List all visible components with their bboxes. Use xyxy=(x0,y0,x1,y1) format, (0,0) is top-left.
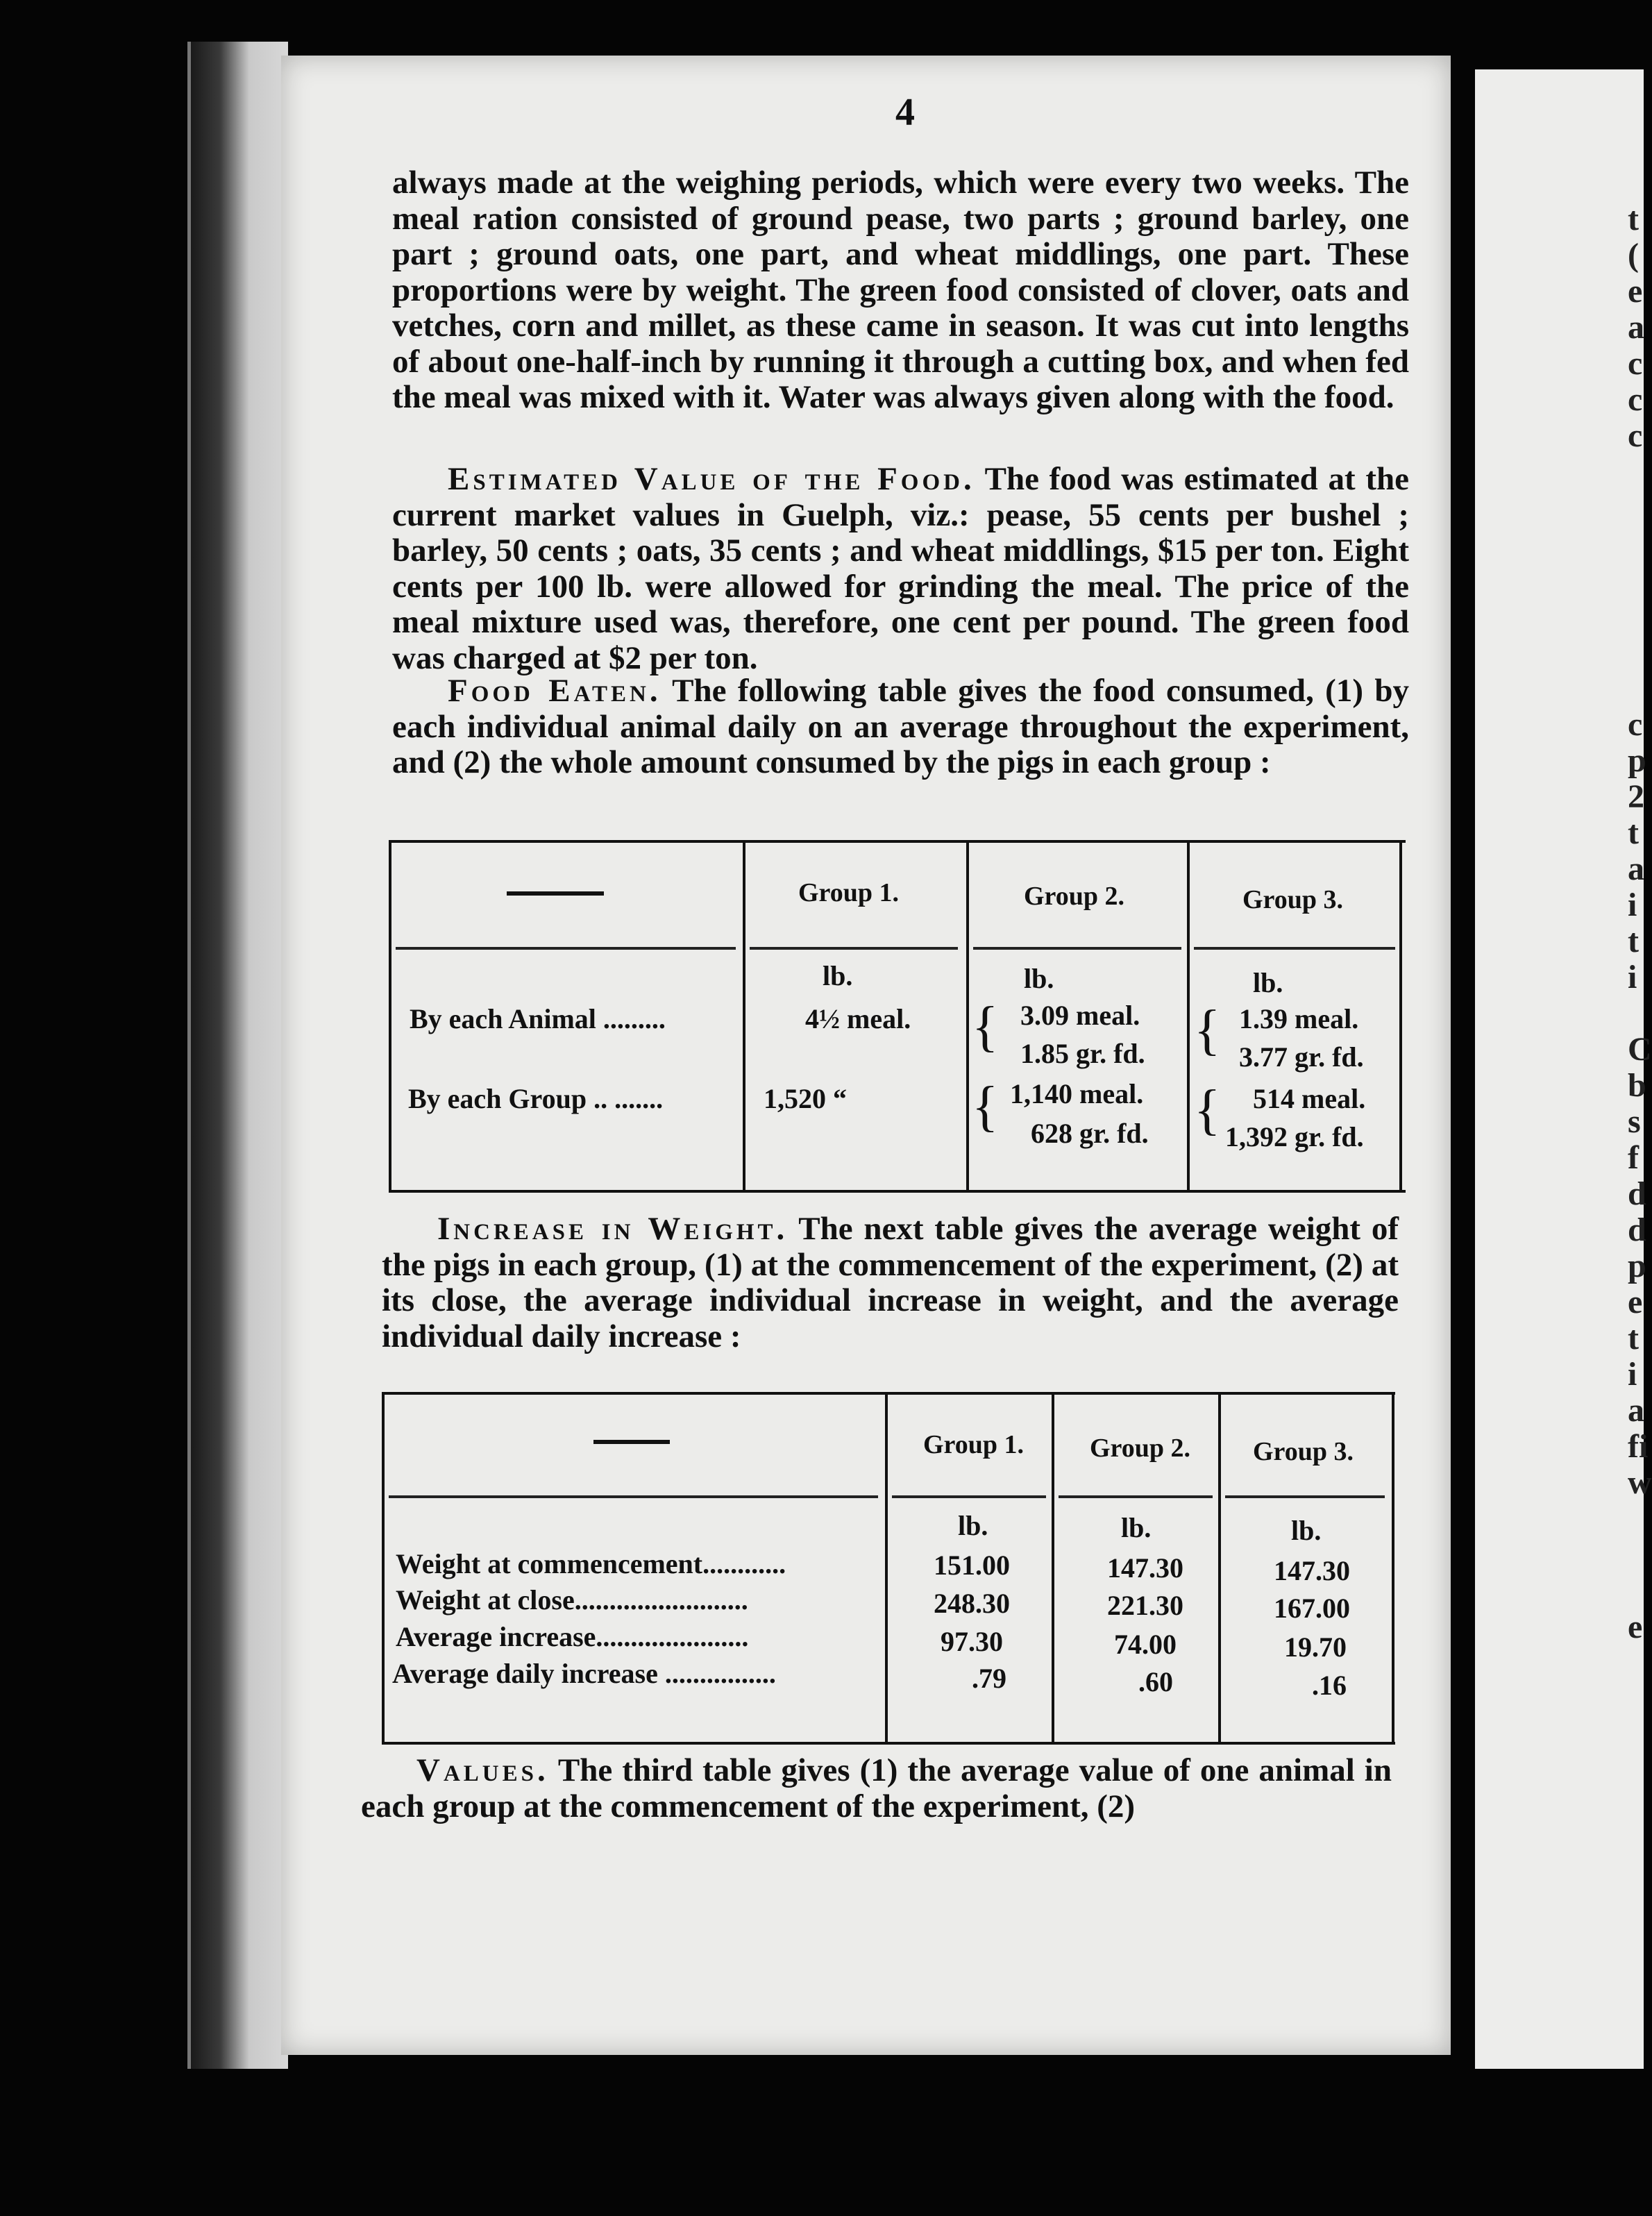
header-rule xyxy=(973,947,1181,950)
margin-letter: e xyxy=(1628,1284,1643,1320)
header-rule xyxy=(750,947,958,950)
margin-letter: ( xyxy=(1628,237,1639,274)
header-rule xyxy=(396,947,736,950)
food-eaten-table xyxy=(389,840,1406,1193)
paragraph-feeding: always made at the weighing periods, which were every two weeks. The meal ration consisted of ground pease, two parts ; ground barley, one part ; ground oats, one part, and wheat middlings, one part. These proportions were by weight. The green food consisted of clover, oats and vetches, corn and millet, as these came in season. It was cut into lengths of about one-half-inch by running it through a cutting box, and when fed the meal was mixed with it. Water was always given along with the food. xyxy=(392,165,1409,415)
row-label: Weight at commencement............ xyxy=(396,1548,786,1579)
brace: { xyxy=(972,1076,999,1137)
brace: { xyxy=(1194,1080,1221,1141)
margin-letter xyxy=(1628,1501,1649,1537)
table-border xyxy=(1392,1395,1394,1742)
table-cell: 147.30 xyxy=(1107,1552,1183,1584)
margin-letter: s xyxy=(1628,1103,1641,1140)
table-cell: 1.85 gr. fd. xyxy=(1020,1038,1145,1069)
scan-left-strip xyxy=(191,42,288,2069)
margin-letter: fi xyxy=(1628,1428,1649,1465)
margin-letter: c xyxy=(1628,381,1643,418)
table-cell: 3.09 meal. xyxy=(1020,1000,1140,1031)
adjacent-page xyxy=(1475,69,1644,2069)
column-divider xyxy=(966,843,969,1190)
table-cell: 151.00 xyxy=(934,1550,1010,1581)
margin-letter: C xyxy=(1628,1031,1652,1068)
table-cell: .60 xyxy=(1138,1666,1173,1697)
margin-letter: c xyxy=(1628,417,1643,454)
page-number: 4 xyxy=(895,91,915,134)
column-divider xyxy=(1218,1395,1221,1742)
header-rule xyxy=(389,1495,878,1498)
column-divider xyxy=(1052,1395,1054,1742)
header-rule xyxy=(1194,947,1395,950)
margin-letter: a xyxy=(1628,1392,1644,1429)
margin-letter xyxy=(1628,1573,1649,1609)
margin-letter: i xyxy=(1628,887,1637,923)
margin-letter xyxy=(1628,1537,1649,1573)
column-divider xyxy=(1187,843,1190,1190)
margin-letter: d xyxy=(1628,1211,1646,1248)
table-cell: 97.30 xyxy=(941,1626,1003,1657)
column-header: Group 3. xyxy=(1242,885,1344,914)
paragraph-values: Values. The third table gives (1) the average value of one animal in each group at the commencement of the experiment, (2) xyxy=(361,1752,1392,1824)
table-cell: 1,140 meal. xyxy=(1010,1078,1144,1109)
weight-increase-table xyxy=(382,1392,1395,1745)
margin-letter: c xyxy=(1628,345,1643,382)
section-heading-values: Values. xyxy=(416,1752,549,1788)
table-cell: 147.30 xyxy=(1274,1555,1350,1586)
column-header: Group 1. xyxy=(798,878,900,907)
header-dash xyxy=(507,891,604,896)
header-rule xyxy=(1225,1495,1385,1498)
table-border xyxy=(1399,843,1402,1190)
brace: { xyxy=(972,996,999,1057)
margin-letter: a xyxy=(1628,309,1644,346)
table-cell: 1.39 meal. xyxy=(1239,1003,1359,1034)
column-divider xyxy=(885,1395,888,1742)
margin-letter xyxy=(1628,996,1649,1032)
margin-letter: p xyxy=(1628,742,1646,779)
margin-letter: i xyxy=(1628,1356,1637,1393)
row-label: Average daily increase ................ xyxy=(392,1658,776,1689)
margin-letter xyxy=(1628,454,1649,490)
row-label: Weight at close......................... xyxy=(396,1584,748,1615)
table-cell: 3.77 gr. fd. xyxy=(1239,1041,1364,1073)
table-cell: 167.00 xyxy=(1274,1593,1350,1624)
margin-letter: t xyxy=(1628,814,1639,851)
unit-label: lb. xyxy=(1291,1515,1322,1546)
margin-letter xyxy=(1628,490,1649,526)
paragraph-increase-weight: Increase in Weight. The next table gives the average weight of the pigs in each group, (1) at the commencement of the experiment, (2) at its close, the average individual increase in weight, and the average individual daily increase : xyxy=(382,1211,1399,1354)
margin-letter: f xyxy=(1628,1139,1639,1176)
table-cell: .16 xyxy=(1312,1670,1347,1701)
section-heading-estimated-value: Estimated Value of the Food. xyxy=(448,461,975,497)
unit-label: lb. xyxy=(1121,1512,1152,1543)
margin-letter: c xyxy=(1628,706,1643,743)
margin-letter: p xyxy=(1628,1248,1646,1284)
margin-letter: i xyxy=(1628,959,1637,996)
table-border xyxy=(382,1395,385,1742)
margin-letter xyxy=(1628,526,1649,562)
header-rule xyxy=(892,1495,1046,1498)
row-label: Average increase...................... xyxy=(396,1621,749,1652)
table-cell: 1,520 “ xyxy=(764,1083,847,1114)
brace: { xyxy=(1194,1000,1221,1061)
section-heading-increase-weight: Increase in Weight. xyxy=(437,1211,789,1247)
row-label: By each Animal ......... xyxy=(410,1003,666,1034)
column-header: Group 3. xyxy=(1253,1437,1354,1466)
table-cell: 514 meal. xyxy=(1253,1083,1366,1114)
section-heading-food-eaten: Food Eaten. xyxy=(448,673,661,709)
margin-letter: w xyxy=(1628,1464,1652,1501)
margin-letter: a xyxy=(1628,850,1644,887)
column-header: Group 2. xyxy=(1024,882,1125,911)
table-cell: 4½ meal. xyxy=(805,1003,911,1034)
table-border xyxy=(389,843,391,1190)
header-rule xyxy=(1059,1495,1213,1498)
unit-label: lb. xyxy=(1024,963,1054,994)
paragraph-estimated-value: Estimated Value of the Food. The food was estimated at the current market values in Guelph, viz.: pease, 55 cents per bushel ; barley, 50 cents ; oats, 35 cents ; and wheat middlings, $15 per ton. Eight cents per 100 lb. were allowed for grinding the meal. The price of the meal mixture used was, therefore, one cent per pound. The green food was charged at $2 per ton. xyxy=(392,461,1410,676)
margin-letter xyxy=(1628,562,1649,598)
unit-label: lb. xyxy=(823,960,853,991)
column-header: Group 2. xyxy=(1090,1434,1191,1463)
table-cell: 248.30 xyxy=(934,1588,1010,1619)
margin-letter: b xyxy=(1628,1067,1646,1104)
table-cell: .79 xyxy=(972,1663,1006,1694)
margin-letter: d xyxy=(1628,1175,1646,1212)
unit-label: lb. xyxy=(1253,967,1283,998)
margin-letter: t xyxy=(1628,923,1639,959)
table-cell: 1,392 gr. fd. xyxy=(1225,1121,1364,1152)
margin-letter: t xyxy=(1628,1320,1639,1357)
row-label: By each Group .. ....... xyxy=(408,1083,664,1114)
paragraph-food-eaten: Food Eaten. The following table gives the food consumed, (1) by each individual animal daily on an average throughout the experiment, and (2) the whole amount consumed by the pigs in each group : xyxy=(392,673,1410,780)
table-cell: 74.00 xyxy=(1114,1629,1177,1660)
column-divider xyxy=(743,843,745,1190)
unit-label: lb. xyxy=(958,1510,988,1541)
table-cell: 19.70 xyxy=(1284,1631,1347,1663)
adjacent-page-text xyxy=(1628,201,1652,1645)
margin-letter xyxy=(1628,635,1649,671)
margin-letter xyxy=(1628,598,1649,635)
margin-letter: e xyxy=(1628,1609,1643,1645)
margin-letter: e xyxy=(1628,273,1643,310)
table-cell: 221.30 xyxy=(1107,1590,1183,1621)
margin-letter: t xyxy=(1628,201,1639,237)
column-header: Group 1. xyxy=(923,1430,1025,1459)
margin-letter xyxy=(1628,671,1649,707)
header-dash xyxy=(593,1440,670,1444)
margin-letter: 2 xyxy=(1628,778,1644,815)
table-cell: 628 gr. fd. xyxy=(1031,1118,1149,1149)
